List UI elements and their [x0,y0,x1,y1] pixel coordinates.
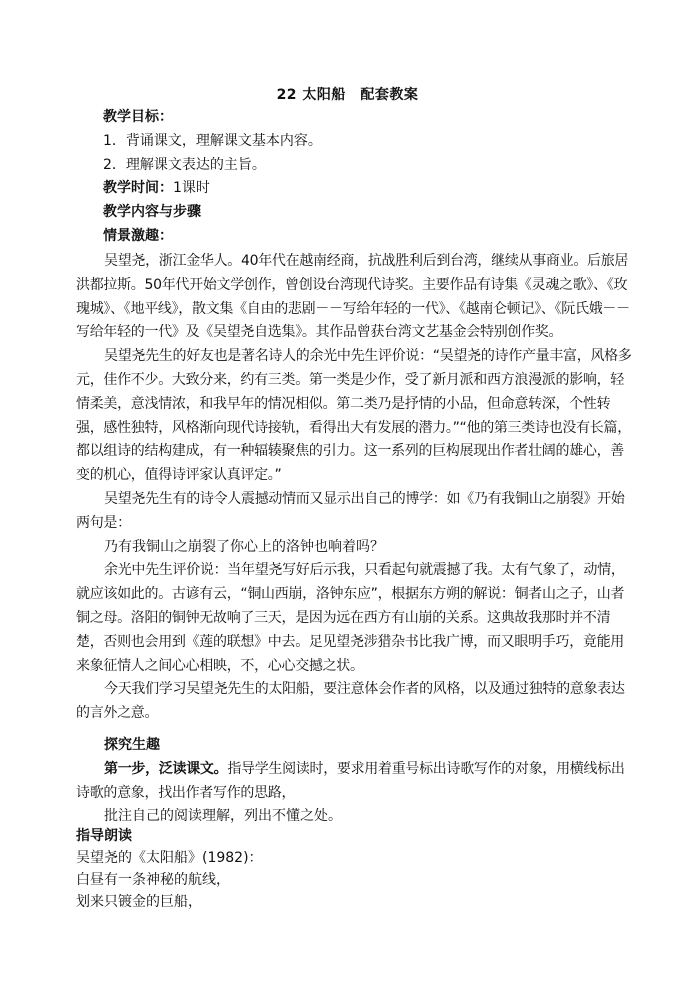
time-line [103,177,623,201]
goal-item: 1．背诵课文，理解课文基本内容。 [103,132,322,149]
content-heading: 教学内容与步骤 [103,204,201,221]
time-label: 教学时间： [103,180,173,197]
guide-section [76,825,636,913]
guide-line: 划来只镀金的巨船， [76,894,202,910]
intro-section [76,250,632,829]
guide-line: 白昼有一条神秘的航线， [76,872,230,888]
paragraph-review: 吴望尧先生的好友也是著名诗人的余光中先生评价说：“吴望尧的诗作产量丰富，风格多元，佳作不少。大致分来，约有三类。第一类是少作，受了新月派和西方浪漫派的影响，轻情柔美，意浅情浓，和我早年的情况相似。第二类乃是抒情的小品，但命意转深，个性转强，感性独特，风格渐向现代诗接轨，看得出大有发展的潜力。”“他的第三类诗也没有长篇，都以组诗的结构建成，有一种辐辏聚焦的引力。这一系列的巨构展现出作者壮阔的雄心，善变的机心，值得诗评家认真评定。” [76,348,632,484]
paragraph-bio: 吴望尧，浙江金华人。40年代在越南经商，抗战胜利后到台湾，继续从事商业。后旅居洪都拉斯。50年代开始文学创作，曾创设台湾现代诗奖。主要作品有诗集《灵魂之歌》、《玫瑰城》、《地平线》，散文集《自由的悲剧－－写给年轻的一代》、《越南仑顿记》、《阮氏娥－－写给年轻的一代》及《吴望尧自选集》。其作品曾获台湾文艺基金会特别创作奖。 [76,253,630,341]
time-value: 1课时 [173,180,210,197]
goal-item: 2．理解课文表达的主旨。 [103,156,266,173]
guide-line: 吴望尧的《太阳船》(1982)： [76,850,263,866]
step1-paragraph [76,758,632,806]
document-body [103,106,623,249]
paragraph-commentary: 余光中先生评价说：当年望尧写好后示我，只看起句就震撼了我。太有气象了，动情，就应该如此的。古谚有云，“铜山西崩，洛钟东应”，根据东方朔的解说：铜者山之子，山者铜之母。洛阳的铜钟无故响了三天，是因为远在西方有山崩的关系。这典故我那时并不清楚，否则也会用到《莲的联想》中去。足见望尧涉猎杂书比我广博，而又眼明手巧，竟能用来象征情人之间心心相映，不，心心交撼之状。 [76,562,625,674]
guide-heading: 指导朗读 [76,828,132,844]
step1-note: 批注自己的阅读理解，列出不懂之处。 [104,808,342,825]
explore-heading: 探究生趣 [104,736,160,753]
poem-quote: 乃有我铜山之崩裂了你心上的洛钟也响着吗？ [104,538,384,555]
step1-text: 指导学生阅读时，要求用着重号标出诗歌写作的对象，用横线标出诗歌的意象，找出作者写作的思路， [76,760,625,801]
paragraph-lesson-aim: 今天我们学习吴望尧先生的太阳船，要注意体会作者的风格，以及通过独特的意象表达的言外之意。 [76,681,625,722]
goals-heading: 教学目标： [103,109,173,125]
paragraph-poem-intro: 吴望尧先生有的诗令人震撼动情而又显示出自己的博学：如《乃有我铜山之崩裂》开始两句是： [76,490,625,531]
scene-heading: 情景激趣： [103,227,173,244]
step1-label: 第一步，泛读课文。 [104,760,228,777]
page-title: 22 太阳船 配套教案 [276,87,419,103]
